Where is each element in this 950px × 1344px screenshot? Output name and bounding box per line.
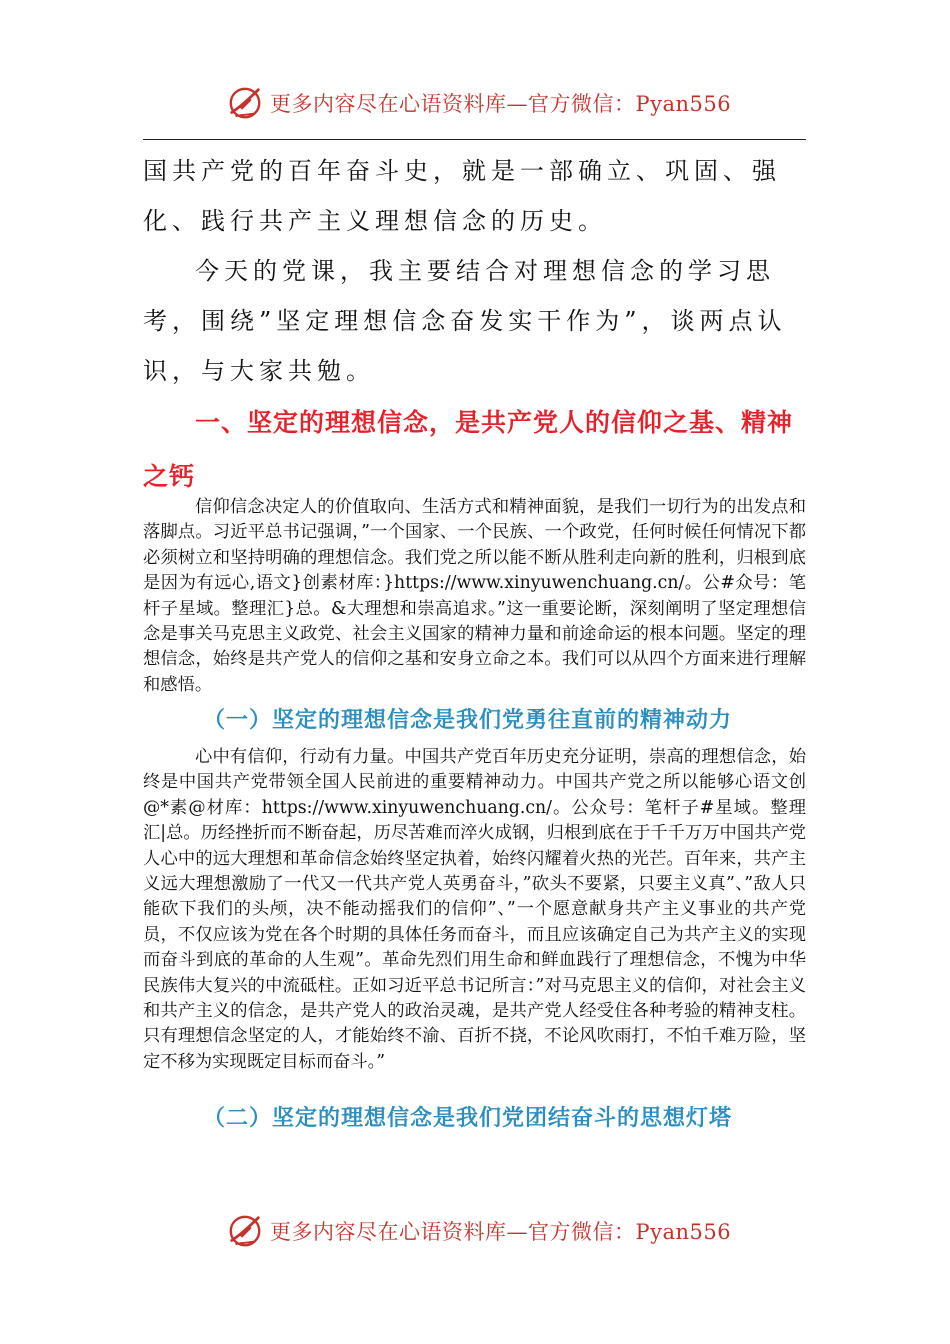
subsection-heading-1: （一）坚定的理想信念是我们党勇往直前的精神动力 (203, 707, 733, 733)
subsection-heading-2: （二）坚定的理想信念是我们党团结奋斗的思想灯塔 (203, 1105, 733, 1131)
banner-text: 更多内容尽在心语资料库—官方微信：Pyan556 (270, 92, 732, 116)
paragraph-subsection-1: 心中有信仰，行动有力量。中国共产党百年历史充分证明，崇高的理想信念，始终是中国共产党带领全国人民前进的重要精神动力。中国共产党之所以能够心语文创@*素@材库：https://www.xinyuwenchuang.cn/。公众号：笔杆子#星域。整理汇|总。历经挫折而不断奋起，历尽苦难而淬火成钢，归根到底在于千千万万中国共产党人心中的远大理想和革命信念始终坚定执着，始终闪耀着火热的光芒。百年来，共产主义远大理想激励了一代又一代共产党人英勇奋斗，”砍头不要紧，只要主义真”、”敌人只能砍下我们的头颅，决不能动摇我们的信仰”、”一个愿意献身共产主义事业的共产党员，不仅应该为党在各个时期的具体任务而奋斗，而且应该确定自己为共产主义的实现而奋斗到底的革命的人生观”。革命先烈们用生命和鲜血践行了理想信念，不愧为中华民族伟大复兴的中流砥柱。正如习近平总书记所言：”对马克思主义的信仰，对社会主义和共产主义的信念，是共产党人的政治灵魂，是共产党人经受住各种考验的精神支柱。只有理想信念坚定的人，才能始终不渝、百折不挠，不论风吹雨打，不怕千难万险，坚定不移为实现既定目标而奋斗。” (143, 747, 806, 1072)
header-banner (226, 83, 731, 123)
section-heading-1: 一、坚定的理想信念，是共产党人的信仰之基、精神之钙 (143, 408, 794, 491)
paragraph-intro-2: 今天的党课，我主要结合对理想信念的学习思考，围绕”坚定理想信念奋发实干作为”，谈两点认识，与大家共勉。 (143, 257, 787, 385)
paragraph-section-1: 信仰信念决定人的价值取向、生活方式和精神面貌，是我们一切行为的出发点和落脚点。习近平总书记强调，”一个国家、一个民族、一个政党，任何时候任何情况下都必须树立和坚持明确的理想信念。我们党之所以能不断从胜利走向新的胜利，归根到底是因为有远心,语文}创素材库：}https://www.xinyuwenchuang.cn/。公#众号：笔杆子星域。整理汇}总。&大理想和崇高追求。”这一重要论断，深刻阐明了坚定理想信念是事关马克思主义政党、社会主义国家的精神力量和前途命运的根本问题。坚定的理想信念，始终是共产党人的信仰之基和安身立命之本。我们可以从四个方面来进行理解和感悟。 (143, 497, 806, 695)
footer-banner (226, 1211, 731, 1251)
pen-logo-icon (226, 84, 264, 122)
banner-text: 更多内容尽在心语资料库—官方微信：Pyan556 (270, 1220, 732, 1244)
paragraph-intro-1: 国共产党的百年奋斗史，就是一部确立、巩固、强化、践行共产主义理想信念的历史。 (143, 157, 781, 235)
header-divider (143, 139, 806, 140)
pen-logo-icon (226, 1212, 264, 1250)
